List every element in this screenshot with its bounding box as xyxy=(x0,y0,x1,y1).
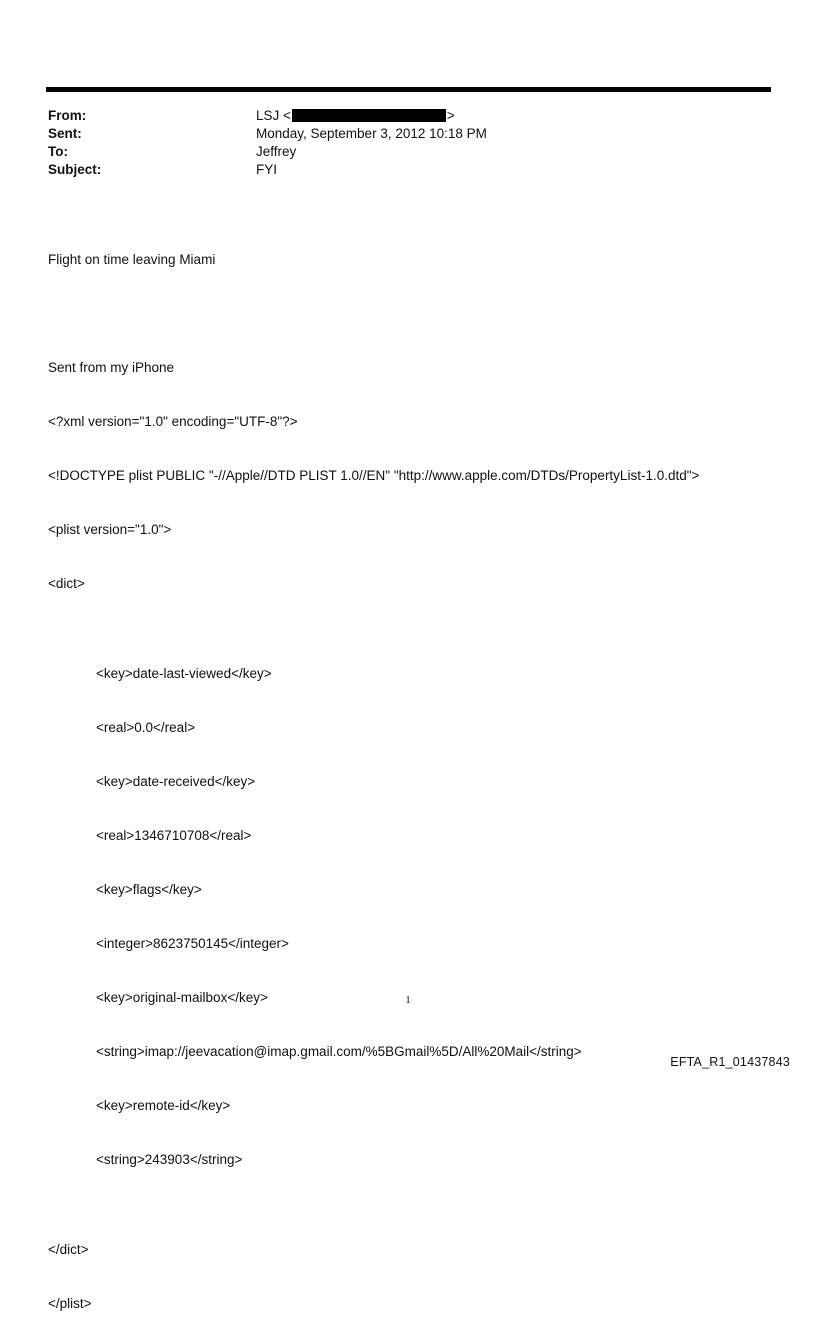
sent-label: Sent: xyxy=(48,126,82,141)
signature-line: Sent from my iPhone xyxy=(48,360,175,375)
dict-line: <string>243903</string> xyxy=(96,1152,243,1167)
email-header xyxy=(48,107,748,179)
from-close-bracket: > xyxy=(446,108,455,123)
dict-line: <string>imap://jeevacation@imap.gmail.com/%5BGmail%5D/All%20Mail</string> xyxy=(96,1044,582,1059)
doctype-line: <!DOCTYPE plist PUBLIC "-//Apple//DTD PLIST 1.0//EN" "http://www.apple.com/DTDs/PropertyList-1.0.dtd"> xyxy=(48,468,700,483)
bates-number: EFTA_R1_01437843 xyxy=(670,1055,790,1069)
sent-row xyxy=(48,125,748,143)
from-label: From: xyxy=(48,108,87,123)
dict-line: <key>flags</key> xyxy=(96,882,202,897)
redaction-block xyxy=(292,109,446,122)
dict-line: <key>remote-id</key> xyxy=(96,1098,231,1113)
dict-content xyxy=(48,629,788,1205)
dict-open-tag: <dict> xyxy=(48,576,85,591)
to-label: To: xyxy=(48,144,68,159)
dict-line: <key>original-mailbox</key> xyxy=(96,990,268,1005)
subject-row xyxy=(48,161,748,179)
header-divider xyxy=(46,87,771,92)
dict-close-tag: </dict> xyxy=(48,1242,89,1257)
body-text-line: Flight on time leaving Miami xyxy=(48,252,216,267)
blank-line xyxy=(48,305,788,323)
subject-value: FYI xyxy=(256,162,278,177)
from-value xyxy=(256,107,748,125)
email-body xyxy=(48,215,788,1331)
from-row xyxy=(48,107,748,125)
plist-close-tag: </plist> xyxy=(48,1296,92,1311)
to-value: Jeffrey xyxy=(256,144,297,159)
dict-line: <key>date-last-viewed</key> xyxy=(96,666,272,681)
to-row xyxy=(48,143,748,161)
dict-line: <integer>8623750145</integer> xyxy=(96,936,289,951)
subject-label: Subject: xyxy=(48,162,102,177)
dict-line: <real>0.0</real> xyxy=(96,720,196,735)
page-number: 1 xyxy=(405,994,411,1006)
dict-line: <key>date-received</key> xyxy=(96,774,256,789)
plist-open-tag: <plist version="1.0"> xyxy=(48,522,172,537)
from-name: LSJ < xyxy=(256,108,291,123)
xml-declaration: <?xml version="1.0" encoding="UTF-8"?> xyxy=(48,414,298,429)
sent-value: Monday, September 3, 2012 10:18 PM xyxy=(256,126,487,141)
dict-line: <real>1346710708</real> xyxy=(96,828,252,843)
